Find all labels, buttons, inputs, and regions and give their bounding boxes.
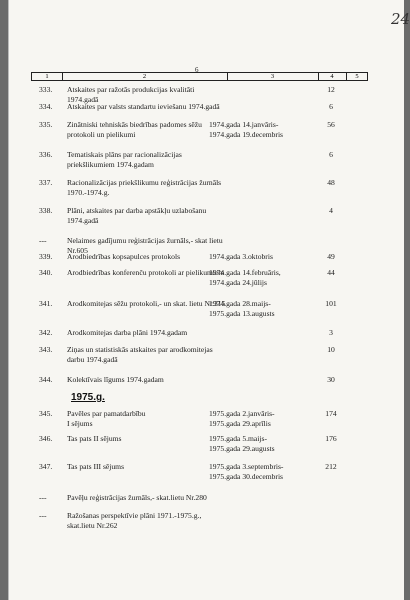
item-pages: 6: [329, 150, 333, 159]
item-number: 337.: [39, 178, 53, 187]
item-number: 338.: [39, 206, 53, 215]
item-title: Arodbiedrības kopsapulces protokols: [67, 252, 181, 261]
item-pages: 176: [325, 434, 337, 443]
item-pages: 30: [327, 375, 335, 384]
item-dates: 1975.gada 2.janvāris- 1975.gada 29.aprīlis: [209, 409, 275, 428]
item-pages: 4: [329, 206, 333, 215]
item-number: 342.: [39, 328, 53, 337]
item-number: 339.: [39, 252, 53, 261]
item-dates: 1974.gada 3.oktobris: [209, 252, 273, 261]
item-title: Plāni, atskaites par darba apstākļu uzlabošanu 1974.gadā: [67, 206, 207, 225]
item-title: Tematiskais plāns par racionalizācijas priekšlikumiem 1974.gadam: [67, 150, 182, 169]
column-header-1: 1: [32, 73, 63, 81]
item-title: Kolektīvais līgums 1974.gadam: [67, 375, 164, 384]
column-header-5: 5: [355, 73, 359, 80]
item-number: 333.: [39, 85, 53, 94]
item-pages: 212: [325, 462, 337, 471]
item-title: Nelaimes gadījumu reģistrācijas žurnāls,- skat lietu Nr.605: [67, 236, 223, 255]
item-title: Racionalizācijas priekšlikumu reģistrācijas žurnāls 1970.-1974.g.: [67, 178, 222, 197]
item-title: Ziņas un statistiskās atskaites par arodkomitejas darbu 1974.gadā: [67, 345, 213, 364]
item-number: 345.: [39, 409, 53, 418]
column-header-4: 4: [318, 73, 347, 81]
item-title: Pavēļu reģistrācijas žurnāls,- skat.lietu Nr.280: [67, 493, 207, 502]
item-pages: 10: [327, 345, 335, 354]
item-pages: 101: [325, 299, 337, 308]
item-pages: 49: [327, 252, 335, 261]
item-number: 341.: [39, 299, 53, 308]
item-number: 334.: [39, 102, 53, 111]
item-number: 344.: [39, 375, 53, 384]
page-number: 6: [195, 66, 199, 74]
item-pages: 56: [327, 120, 335, 129]
archive-folio-number: 24: [391, 10, 410, 28]
item-number: 346.: [39, 434, 53, 443]
item-number: ---: [39, 493, 47, 502]
item-title: Arodbiedrības konferenču protokoli ar pielikumiem: [67, 268, 225, 277]
item-title: Pavēles par pamatdarbību I sējums: [67, 409, 146, 428]
item-pages: 6: [329, 102, 333, 111]
item-number: 335.: [39, 120, 53, 129]
item-title: Arodkomitejas sēžu protokoli,- un skat. lietu Nr.315: [67, 299, 226, 308]
item-dates: 1974.gada 28.maijs- 1975.gada 13.augusts: [209, 299, 275, 318]
item-number: 347.: [39, 462, 53, 471]
item-number: 343.: [39, 345, 53, 354]
item-dates: 1975.gada 3.septembris- 1975.gada 30.decembris: [209, 462, 284, 481]
item-number: ---: [39, 511, 47, 520]
item-number: 336.: [39, 150, 53, 159]
item-title: Arodkomitejas darba plāni 1974.gadam: [67, 328, 188, 337]
item-title: Atskaites par valsts standartu ieviešanu 1974.gadā: [67, 102, 220, 111]
item-dates: 1974.gada 14.februāris, 1974.gada 24.jūlijs: [209, 268, 281, 287]
item-title: Zinātniski tehniskās biedrības padomes sēžu protokoli un pielikumi: [67, 120, 202, 139]
item-pages: 3: [329, 328, 333, 337]
item-pages: 12: [327, 85, 335, 94]
document-page: [8, 0, 410, 600]
item-number: 340.: [39, 268, 53, 277]
year-heading: 1975.g.: [71, 392, 105, 403]
column-header-3: 3: [227, 73, 319, 81]
item-title: Tas pats III sējums: [67, 462, 125, 471]
item-dates: 1974.gada 14.janvāris- 1974.gada 19.decembris: [209, 120, 284, 139]
item-title: Ražošanas perspektīvie plāni 1971.-1975.g., skat.lietu Nr.262: [67, 511, 202, 530]
item-title: Tas pats II sējums: [67, 434, 122, 443]
item-pages: 48: [327, 178, 335, 187]
column-header-2: 2: [62, 73, 228, 81]
item-pages: 174: [325, 409, 337, 418]
item-number: ---: [39, 236, 47, 245]
item-pages: 44: [327, 268, 335, 277]
item-title: Atskaites par ražotās produkcijas kvalitāti 1974.gadā: [67, 85, 195, 104]
column-header-row: [31, 72, 368, 81]
item-dates: 1975.gada 5.maijs- 1975.gada 29.augusts: [209, 434, 275, 453]
